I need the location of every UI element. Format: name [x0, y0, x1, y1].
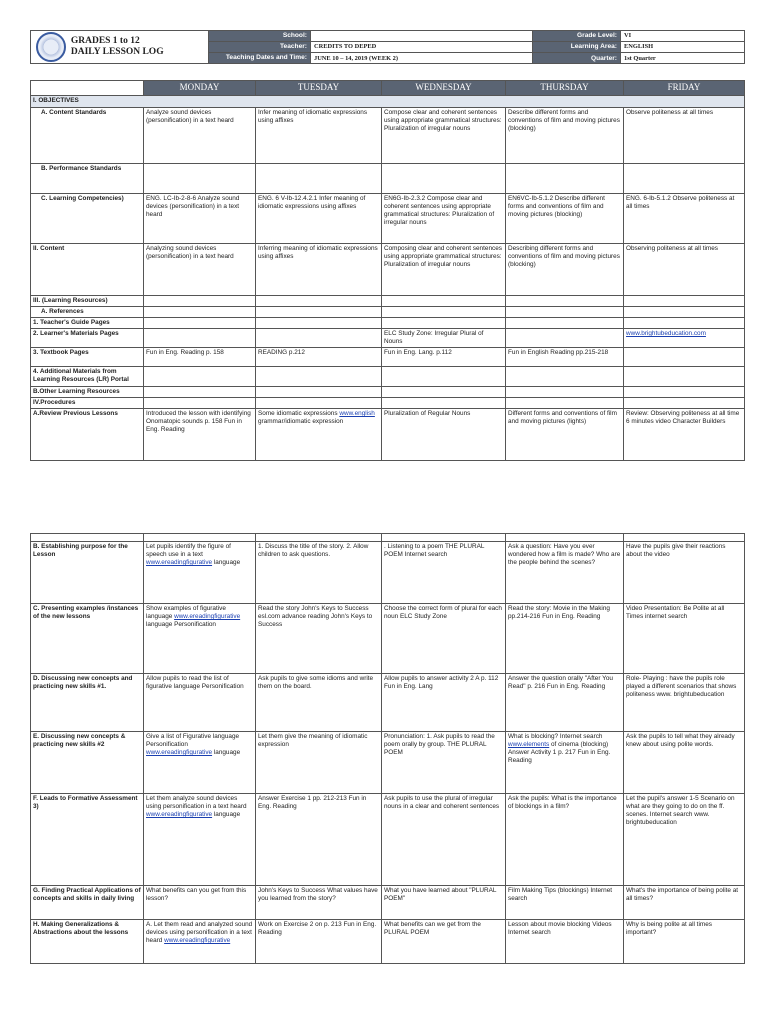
day-monday: MONDAY: [144, 81, 256, 96]
lesson-table-2: [30, 533, 744, 964]
day-tuesday: TUESDAY: [256, 81, 382, 96]
table-cell: EN6VC-Ib-5.1.2 Describe different forms and conventions of film and moving pictures (blocking): [506, 194, 624, 244]
table-row: [31, 296, 745, 307]
table-cell: Ask the pupils to tell what they already knew about using polite words.: [624, 732, 745, 794]
table-row: [31, 920, 745, 964]
teacher-label: Teacher:: [209, 42, 311, 53]
table-cell: Role- Playing : have the pupils role played a different scenarios that shows politeness www. brightubeducation: [624, 674, 745, 732]
resource-link[interactable]: www.ereadingfigurative: [146, 559, 213, 566]
row-label: B. Performance Standards: [31, 164, 144, 194]
table-cell: [144, 542, 256, 604]
table-cell: [382, 296, 506, 307]
cell-text: Some idiomatic expressions: [258, 410, 340, 417]
table-cell: [256, 307, 382, 318]
table-cell: [624, 398, 745, 409]
table-cell: Have the pupils give their reactions about the video: [624, 542, 745, 604]
table-cell: [144, 534, 256, 542]
table-cell: Observing politeness at all times: [624, 244, 745, 296]
table-cell: [256, 296, 382, 307]
table-row: [31, 318, 745, 329]
table-cell: [144, 307, 256, 318]
school-value: [311, 31, 533, 42]
table-cell: Lesson about movie blocking Videos Internet search: [506, 920, 624, 964]
table-cell: [382, 307, 506, 318]
table-cell: Infer meaning of idiomatic expressions using affixes: [256, 108, 382, 164]
quarter-label: Quarter:: [533, 53, 621, 64]
table-cell: Fun in English Reading pp.215-218: [506, 348, 624, 367]
table-cell: Answer the question orally "After You Read" p. 216 Fun in Eng. Reading: [506, 674, 624, 732]
table-cell: [506, 387, 624, 398]
row-label: C. Presenting examples /instances of the new lessons: [31, 604, 144, 674]
table-cell: [144, 318, 256, 329]
row-label: A. Content Standards: [31, 108, 144, 164]
table-cell: [624, 348, 745, 367]
table-cell: Ask pupils to give some idioms and write them on the board.: [256, 674, 382, 732]
table-cell: Answer Exercise 1 pp. 212-213 Fun in Eng. Reading: [256, 794, 382, 886]
table-cell: Why is being polite at all times important?: [624, 920, 745, 964]
table-cell: EN6G-Ib-2.3.2 Compose clear and coherent sentences using appropriate grammatical structures: Pluralization of irregular nouns: [382, 194, 506, 244]
row-label: B.Other Learning Resources: [31, 387, 144, 398]
row-label: 2. Learner's Materials Pages: [31, 329, 144, 348]
table-cell: [256, 398, 382, 409]
table-cell: [144, 387, 256, 398]
table-cell: Let the pupil's answer 1-5 Scenario on what are they going to do on the ff. scenes. Internet search www. brightubeducation: [624, 794, 745, 886]
row-label: [31, 534, 144, 542]
table-cell: [624, 307, 745, 318]
table-cell: [624, 534, 745, 542]
cell-text: language: [212, 749, 241, 756]
row-label: A. References: [31, 307, 144, 318]
table-cell: [382, 318, 506, 329]
table-cell: Pronunciation: 1. Ask pupils to read the poem orally by group. THE PLURAL POEM: [382, 732, 506, 794]
cell-text: Show examples of figurative language: [146, 605, 226, 620]
table-cell: Ask the pupils: What is the importance of blockings in a film?: [506, 794, 624, 886]
school-label: School:: [209, 31, 311, 42]
table-cell: ENG. 6-Ib-5.1.2 Observe politeness at all times: [624, 194, 745, 244]
row-label: G. Finding Practical Applications of concepts and skills in daily living: [31, 886, 144, 920]
table-cell: [382, 534, 506, 542]
row-label: I. OBJECTIVES: [31, 96, 745, 108]
table-cell: [624, 329, 745, 348]
table-cell: 1. Discuss the title of the story. 2. Allow children to ask questions.: [256, 542, 382, 604]
resource-link[interactable]: www.ereadingfigurative: [146, 811, 213, 818]
resource-link[interactable]: www.ereadingfigurative: [146, 749, 213, 756]
table-cell: [506, 329, 624, 348]
cell-text: language: [212, 811, 241, 818]
table-cell: ELC Study Zone: Irregular Plural of Nouns: [382, 329, 506, 348]
lesson-table-1: [30, 80, 744, 461]
table-cell: Compose clear and coherent sentences using appropriate grammatical structures: Pluralization of irregular nouns: [382, 108, 506, 164]
table-cell: [506, 398, 624, 409]
table-cell: [256, 329, 382, 348]
cell-text: of cinema (blocking) Answer Activity 1 p. 217 Fun in Eng. Reading: [508, 741, 611, 764]
table-cell: Review: Observing politeness at all time 6 minutes video Character Builders: [624, 409, 745, 461]
table-cell: . Listening to a poem THE PLURAL POEM Internet search: [382, 542, 506, 604]
table-cell: [382, 398, 506, 409]
table-row: [31, 732, 745, 794]
table-row: [31, 244, 745, 296]
table-cell: [144, 604, 256, 674]
row-label: IV.Procedures: [31, 398, 144, 409]
row-label: A.Review Previous Lessons: [31, 409, 144, 461]
table-cell: Analyzing sound devices (personification) in a text heard: [144, 244, 256, 296]
area-label: Learning Area:: [533, 42, 621, 53]
table-row: [31, 886, 745, 920]
table-cell: Ask pupils to use the plural of irregular nouns in a clear and coherent sentences: [382, 794, 506, 886]
table-cell: ENG. 6 V-Ib-12.4.2.1 Infer meaning of idiomatic expressions using affixes: [256, 194, 382, 244]
table-cell: [144, 794, 256, 886]
table-cell: Observe politeness at all times: [624, 108, 745, 164]
table-cell: [506, 296, 624, 307]
day-header-blank: [31, 81, 144, 96]
table-cell: Fun in Eng. Reading p. 158: [144, 348, 256, 367]
table-cell: Inferring meaning of idiomatic expressions using affixes: [256, 244, 382, 296]
title-line-1: GRADES 1 to 12: [70, 36, 140, 47]
row-label: C. Learning Competencies): [31, 194, 144, 244]
row-label: E. Discussing new concepts & practicing new skills #2: [31, 732, 144, 794]
table-cell: [382, 164, 506, 194]
form-title: [71, 36, 164, 58]
resource-link[interactable]: www.elements: [508, 741, 550, 748]
table-cell: [506, 732, 624, 794]
table-cell: [144, 398, 256, 409]
day-wednesday: WEDNESDAY: [382, 81, 506, 96]
cell-text: Let pupils identify the figure of speech use in a text: [146, 543, 231, 558]
table-row: [31, 367, 745, 387]
table-cell: [144, 732, 256, 794]
row-label: D. Discussing new concepts and practicing new skills #1.: [31, 674, 144, 732]
table-cell: What's the importance of being polite at all times?: [624, 886, 745, 920]
table-cell: [382, 387, 506, 398]
table-cell: [624, 318, 745, 329]
table-cell: Different forms and conventions of film and moving pictures (lights): [506, 409, 624, 461]
row-label: 3. Textbook Pages: [31, 348, 144, 367]
day-friday: FRIDAY: [624, 81, 745, 96]
deped-seal-icon: [36, 32, 66, 62]
table-row: [31, 542, 745, 604]
table-cell: [506, 534, 624, 542]
dates-label: Teaching Dates and Time:: [209, 53, 311, 64]
table-row: [31, 409, 745, 461]
table-cell: [624, 296, 745, 307]
area-value: ENGLISH: [621, 42, 745, 53]
table-cell: Allow pupils to answer activity 2 A p. 112 Fun in Eng. Lang: [382, 674, 506, 732]
table-row: [31, 194, 745, 244]
table-row: [31, 398, 745, 409]
table-row: [31, 96, 745, 108]
day-header-row: [31, 81, 745, 96]
table-row: [31, 307, 745, 318]
grade-label: Grade Level:: [533, 31, 621, 42]
table-cell: [144, 367, 256, 387]
row-label: F. Leads to Formative Assessment 3): [31, 794, 144, 886]
dates-value: JUNE 10 – 14, 2019 (WEEK 2): [311, 53, 533, 64]
cell-text: Let them analyze sound devices using personification in a text heard: [146, 795, 247, 810]
table-cell: [256, 318, 382, 329]
cell-text: A. Let them read and analyzed sound devices using personification in a text heard: [146, 921, 253, 944]
grade-value: VI: [621, 31, 745, 42]
table-cell: [144, 329, 256, 348]
resource-link[interactable]: www.ereadingfigurative: [164, 937, 231, 944]
table-cell: Ask a question: Have you ever wondered how a film is made? Who are the people behind the scenes?: [506, 542, 624, 604]
table-cell: Video Presentation: Be Polite at all Times internet search: [624, 604, 745, 674]
table-cell: [624, 387, 745, 398]
row-label: 1. Teacher's Guide Pages: [31, 318, 144, 329]
table-row: [31, 534, 745, 542]
table-cell: What benefits can we get from the PLURAL POEM: [382, 920, 506, 964]
table-cell: [624, 367, 745, 387]
cell-text: Give a list of Figurative language Personification: [146, 733, 240, 748]
table-cell: [144, 164, 256, 194]
row-label: B. Establishing purpose for the Lesson: [31, 542, 144, 604]
table-cell: [256, 387, 382, 398]
table-cell: [506, 318, 624, 329]
teacher-value: CREDITS TO DEPED: [311, 42, 533, 53]
table-cell: Describe different forms and conventions of film and moving pictures (blocking): [506, 108, 624, 164]
cell-text: language Personification: [146, 621, 216, 628]
table-cell: John's Keys to Success What values have you learned from the story?: [256, 886, 382, 920]
cell-text: What is blocking? Internet search: [508, 733, 603, 740]
table-cell: Fun in Eng. Lang. p.112: [382, 348, 506, 367]
table-cell: Work on Exercise 2 on p. 213 Fun in Eng. Reading: [256, 920, 382, 964]
table-cell: Describing different forms and conventions of film and moving pictures (blocking): [506, 244, 624, 296]
table-cell: ENG. LC-Ib-2-8-6 Analyze sound devices (personification) in a text heard: [144, 194, 256, 244]
table-cell: Analyze sound devices (personification) in a text heard: [144, 108, 256, 164]
quarter-value: 1st Quarter: [621, 53, 745, 64]
table-cell: Let them give the meaning of idiomatic expression: [256, 732, 382, 794]
day-thursday: THURSDAY: [506, 81, 624, 96]
table-cell: Film Making Tips (blockings) Internet search: [506, 886, 624, 920]
table-cell: [144, 296, 256, 307]
table-cell: Introduced the lesson with identifying Onomatopic sounds p. 158 Fun in Eng. Reading: [144, 409, 256, 461]
table-cell: [256, 409, 382, 461]
table-cell: [256, 534, 382, 542]
table-cell: Composing clear and coherent sentences using appropriate grammatical structures: Pluralization of irregular nouns: [382, 244, 506, 296]
table-cell: What benefits can you get from this lesson?: [144, 886, 256, 920]
table-cell: [506, 367, 624, 387]
table-cell: [506, 164, 624, 194]
table-row: [31, 387, 745, 398]
table-cell: [382, 367, 506, 387]
table-cell: [506, 307, 624, 318]
table-cell: [256, 164, 382, 194]
row-label: 4. Additional Materials from Learning Resources (LR) Portal: [31, 367, 144, 387]
resource-link[interactable]: www.brightubeducation.com: [626, 330, 706, 337]
table-cell: What you have learned about "PLURAL POEM": [382, 886, 506, 920]
table-row: [31, 329, 745, 348]
table-cell: READING p.212: [256, 348, 382, 367]
resource-link[interactable]: www.english: [339, 410, 375, 417]
table-cell: [256, 367, 382, 387]
row-label: H. Making Generalizations & Abstractions about the lessons: [31, 920, 144, 964]
resource-link[interactable]: www.ereadingfigurative: [174, 613, 241, 620]
table-row: [31, 348, 745, 367]
table-cell: Read the story: Movie in the Making pp.214-216 Fun in Eng. Reading: [506, 604, 624, 674]
table-cell: Pluralization of Regular Nouns: [382, 409, 506, 461]
table-row: [31, 108, 745, 164]
table-row: [31, 164, 745, 194]
table-cell: [144, 920, 256, 964]
cell-text: grammar/idiomatic expression: [258, 418, 344, 425]
table-row: [31, 604, 745, 674]
table-cell: [624, 164, 745, 194]
table-cell: Choose the correct form of plural for each noun ELC Study Zone: [382, 604, 506, 674]
logo-cell: [31, 31, 209, 64]
table-cell: Allow pupils to read the list of figurative language Personification: [144, 674, 256, 732]
title-line-2: DAILY LESSON LOG: [70, 47, 164, 57]
row-label: III. (Learning Resources): [31, 296, 144, 307]
table-row: [31, 674, 745, 732]
cell-text: language: [212, 559, 241, 566]
header-block: [30, 30, 744, 64]
table-row: [31, 794, 745, 886]
table-cell: Read the story John's Keys to Success esl.com advance reading John's Keys to Success: [256, 604, 382, 674]
row-label: II. Content: [31, 244, 144, 296]
